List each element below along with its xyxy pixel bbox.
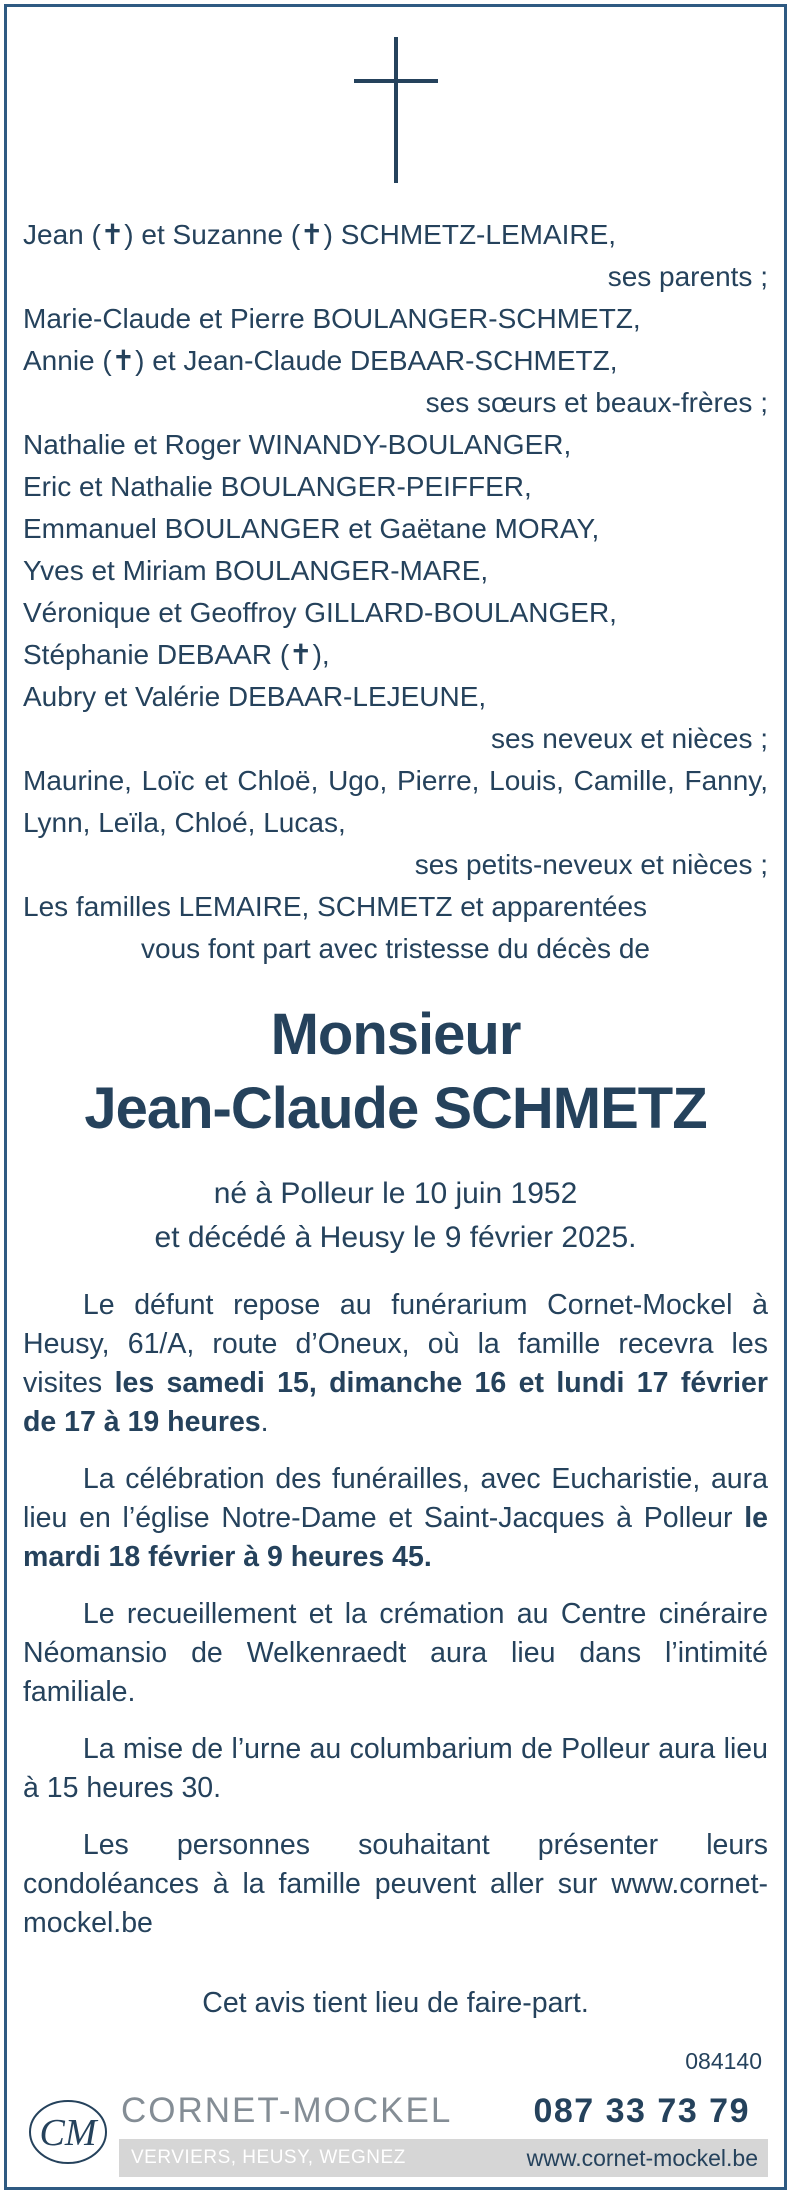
paragraph-text: La célébration des funérailles, avec Eucharistie, aura lieu en l’église Notre-Dame et Saint-Jacques à Polleur [23,1463,768,1534]
paragraph-visits [23,1286,768,1442]
death-line: et décédé à Heusy le 9 février 2025. [154,1221,637,1254]
announcement-line: vous font part avec tristesse du décès de [141,933,650,964]
reference-number: 084140 [685,2048,762,2074]
paragraph-text: . [260,1406,269,1438]
family-line: Jean (✝) et Suzanne (✝) SCHMETZ-LEMAIRE, [23,219,617,250]
relation-label: ses parents ; [607,261,768,292]
footer-top-row [119,2085,768,2139]
relation-label: ses petits-neveux et nièces ; [414,849,768,880]
deceased-heading [23,998,768,1146]
relation-label: ses sœurs et beaux-frères ; [425,387,768,418]
funeral-date-bold: le mardi 18 février à 9 heures 45. [23,1502,768,1573]
closing-line: Cet avis tient lieu de faire-part. [202,1987,589,2019]
family-line: Nathalie et Roger WINANDY-BOULANGER, [23,429,572,460]
birth-line: né à Polleur le 10 juin 1952 [213,1177,578,1210]
cities-label: VERVIERS, HEUSY, WEGNEZ [131,2147,406,2168]
cornet-mockel-logo [23,2085,113,2177]
notice-body [23,1268,768,1961]
family-line: Stéphanie DEBAAR (✝), [23,639,330,670]
family-line: Marie-Claude et Pierre BOULANGER-SCHMETZ, [23,303,641,334]
cm-monogram-icon [24,2090,112,2172]
life-dates [23,1172,768,1260]
family-line: Yves et Miriam BOULANGER-MARE, [23,555,489,586]
relation-label: ses neveux et nièces ; [490,723,768,754]
family-block [23,214,768,970]
phone-number: 087 33 73 79 [533,2092,750,2130]
footer-bottom-bar [119,2139,768,2177]
paragraph-funeral [23,1460,768,1577]
website-url: www.cornet-mockel.be [526,2144,758,2171]
company-name: CORNET-MOCKEL [121,2091,453,2130]
paragraph-condolences: Les personnes souhaitant présenter leurs condoléances à la famille peuvent aller sur www.cornet-mockel.be [23,1829,768,1939]
family-line: Emmanuel BOULANGER et Gaëtane MORAY, [23,513,600,544]
obituary-notice [4,4,787,2190]
cross-header [23,35,768,190]
paragraph-cremation: Le recueillement et la crémation au Centre cinéraire Néomansio de Welkenraedt aura lieu dans l’intimité familiale. [23,1598,768,1708]
family-line: Les familles LEMAIRE, SCHMETZ et apparentées [23,891,648,922]
family-line: Véronique et Geoffroy GILLARD-BOULANGER, [23,597,617,628]
family-line: Aubry et Valérie DEBAAR-LEJEUNE, [23,681,487,712]
paragraph-text: Le défunt repose au funérarium Cornet-Mockel à Heusy, 61/A, route d’Oneux, où la famille recevra les visites [23,1289,768,1399]
family-line: Eric et Nathalie BOULANGER-PEIFFER, [23,471,532,502]
svg-text:CM: CM [39,2112,97,2154]
paragraph-urn: La mise de l’urne au columbarium de Polleur aura lieu à 15 heures 30. [23,1733,768,1804]
deceased-name: Jean-Claude SCHMETZ [84,1076,707,1141]
family-line: Annie (✝) et Jean-Claude DEBAAR-SCHMETZ, [23,345,618,376]
funeral-home-footer [23,2085,768,2177]
deceased-title: Monsieur [270,1002,521,1067]
latin-cross-icon [348,35,444,185]
family-line: Maurine, Loïc et Chloë, Ugo, Pierre, Louis, Camille, Fanny, Lynn, Leïla, Chloé, Lucas, [23,765,768,838]
visit-schedule-bold: les samedi 15, dimanche 16 et lundi 17 février de 17 à 19 heures [23,1367,768,1438]
